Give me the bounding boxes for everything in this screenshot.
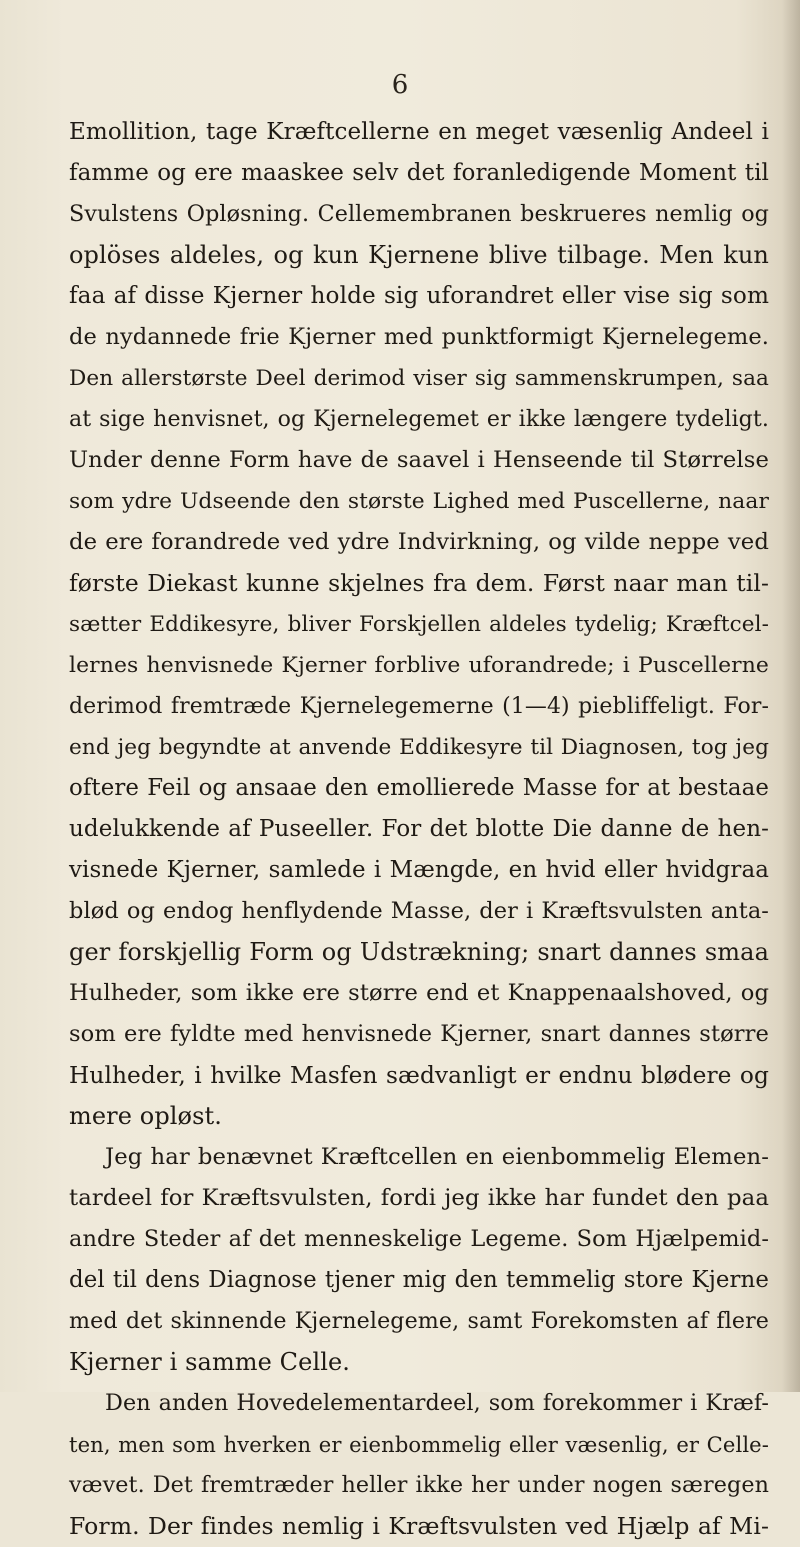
text-line: Emollition, tage Kræftcellerne en meget væsenlig Andeel i [69, 119, 769, 145]
text-line: Den allerstørste Deel derimod viser sig sammenskrumpen, saa [69, 366, 769, 391]
text-line: med det skinnende Kjernelegeme, samt Forekomsten af flere [69, 1308, 769, 1334]
text-line: Form. Der findes nemlig i Kræftsvulsten ved Hjælp af Mi- [69, 1512, 769, 1540]
text-line: sætter Eddikesyre, bliver Forskjellen aldeles tydelig; Kræftcel- [69, 612, 769, 637]
text-line: Hulheder, i hvilke Masfen sædvanligt er endnu blødere og [69, 1062, 769, 1089]
text-line: derimod fremtræde Kjernelegemerne (1—4) piebliffeligt. For- [69, 694, 769, 719]
text-line: Under denne Form have de saavel i Henseende til Størrelse [69, 447, 769, 473]
page-number: 6 [391, 70, 409, 100]
text-line: famme og ere maaskee selv det foranledigende Moment til [69, 160, 769, 186]
text-line: de nydannede frie Kjerner med punktformigt Kjernelegeme. [69, 324, 769, 350]
text-line: blød og endog henflydende Masse, der i Kræftsvulsten anta- [69, 898, 769, 924]
text-line: ten, men som hverken er eienbommelig eller væsenlig, er Celle- [69, 1432, 769, 1457]
text-line: visnede Kjerner, samlede i Mængde, en hvid eller hvidgraa [69, 857, 769, 883]
text-line: som ere fyldte med henvisnede Kjerner, snart dannes større [69, 1021, 769, 1047]
text-line: del til dens Diagnose tjener mig den temmelig store Kjerne [69, 1267, 769, 1293]
text-line: faa af disse Kjerner holde sig uforandret eller vise sig som [69, 283, 769, 309]
text-line: Svulstens Opløsning. Cellemembranen beskrueres nemlig og [69, 201, 769, 227]
text-line: Hulheder, som ikke ere større end et Knappenaalshoved, og [69, 980, 769, 1006]
text-line: de ere forandrede ved ydre Indvirkning, og vilde neppe ved [69, 529, 769, 555]
text-line: Jeg har benævnet Kræftcellen en eienbommelig Elemen- [105, 1144, 769, 1170]
text-line: første Diekast kunne skjelnes fra dem. Først naar man til- [69, 569, 769, 597]
text-line: lernes henvisnede Kjerner forblive uforandrede; i Puscellerne [69, 653, 769, 678]
text-line: udelukkende af Puseeller. For det blotte Die danne de hen- [69, 816, 769, 842]
text-line: end jeg begyndte at anvende Eddikesyre til Diagnosen, tog jeg [69, 735, 769, 760]
page-edge-shadow [782, 0, 800, 1392]
text-line: oplöses aldeles, og kun Kjernene blive tilbage. Men kun [69, 241, 769, 269]
text-line: at sige henvisnet, og Kjernelegemet er ikke længere tydeligt. [69, 407, 769, 432]
text-line: vævet. Det fremtræder heller ikke her under nogen særegen [69, 1472, 769, 1498]
text-line: Den anden Hovedelementardeel, som forekommer i Kræf- [105, 1390, 769, 1416]
body-text [69, 112, 769, 1547]
text-line: oftere Feil og ansaae den emollierede Masse for at bestaae [69, 775, 769, 801]
text-line: Kjerner i samme Celle. [69, 1348, 351, 1376]
text-line: tardeel for Kræftsvulsten, fordi jeg ikke har fundet den paa [69, 1185, 769, 1211]
text-line: andre Steder af det menneskelige Legeme. Som Hjælpemid- [69, 1226, 769, 1252]
text-line: som ydre Udseende den største Lighed med Puscellerne, naar [69, 489, 769, 514]
text-line: mere opløst. [69, 1102, 222, 1130]
text-line: ger forskjellig Form og Udstrækning; snart dannes smaa [69, 938, 769, 966]
